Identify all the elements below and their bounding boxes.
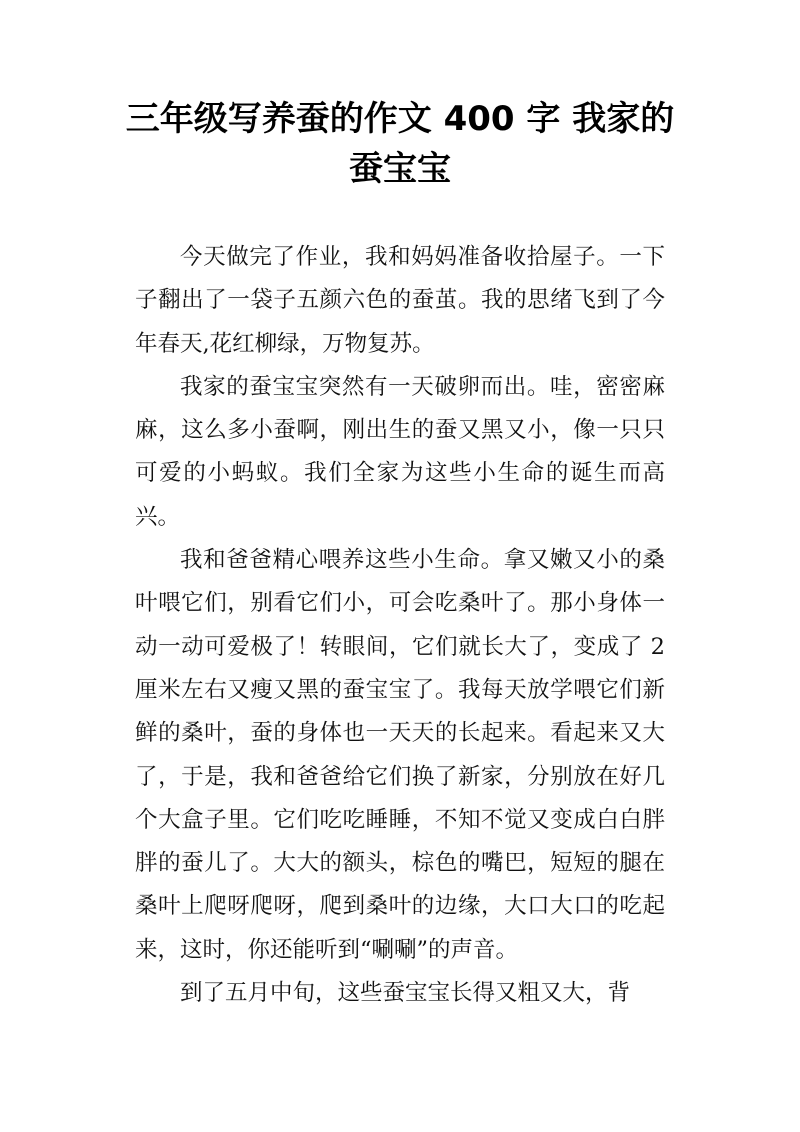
paragraph: 我和爸爸精心喂养这些小生命。拿又嫩又小的桑叶喂它们，别看它们小，可会吃桑叶了。那小身体一动一动可爱极了！转眼间，它们就长大了，变成了 2 厘米左右又瘦又黑的蚕宝宝了。我每天放学喂它们新鲜的桑叶，蚕的身体也一天天的长起来。看起来又大了，于是，我和爸爸给它们换了新家，分别放在好几个大盒子里。它们吃吃睡睡，不知不觉又变成白白胖胖的蚕儿了。大大的额头，棕色的嘴巴，短短的腿在桑叶上爬呀爬呀，爬到桑叶的边缘，大口大口的吃起来，这时，你还能听到“唰唰”的声音。: [135, 547, 665, 963]
paragraph: 到了五月中旬，这些蚕宝宝长得又粗又大，背: [180, 980, 631, 1007]
paragraph: 我家的蚕宝宝突然有一天破卵而出。哇，密密麻麻，这么多小蚕啊，刚出生的蚕又黑又小，像一只只可爱的小蚂蚁。我们全家为这些小生命的诞生而高兴。: [135, 373, 665, 530]
paragraph: 今天做完了作业，我和妈妈准备收拾屋子。一下子翻出了一袋子五颜六色的蚕茧。我的思绪飞到了今年春天,花红柳绿，万物复苏。: [135, 244, 665, 357]
document-title: 三年级写养蚕的作文 400 字 我家的蚕宝宝: [125, 99, 675, 189]
document-body: [135, 236, 665, 1015]
